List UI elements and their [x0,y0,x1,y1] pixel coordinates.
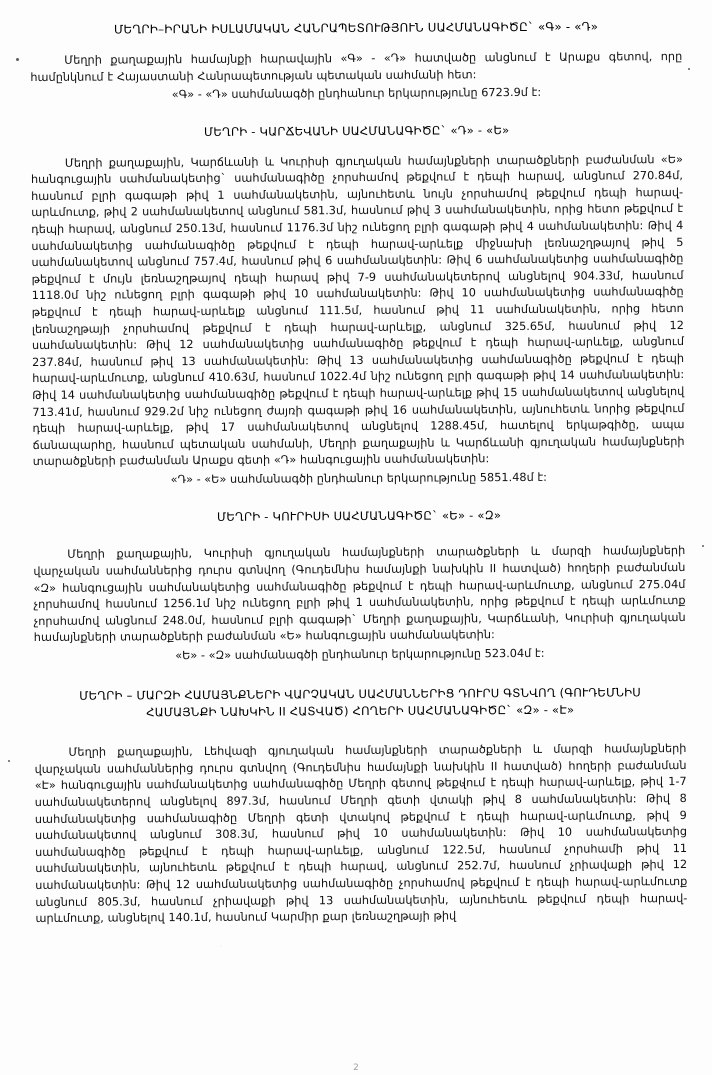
scan-speck [8,760,10,762]
section-4-title-line-1: ՄԵՂՐԻ – ՄԱՐԶԻ ՀԱՄԱՅՆՔՆԵՐԻ ՎԱՐՉԱԿԱՆ ՍԱՀՄԱՆՆԵՐԻՑ ԴՈՒՐՍ ԳՏՆՎՈՂ (ԳՈՒԴԵՄՆԻՍ [79,684,642,703]
scan-speck [16,58,19,61]
section-4-paragraph: Մեղրի քաղաքային, Լեհվազի գյուղական համայնքների տարածքների և մարզի համայնքների վարչական սահմաններից դուրս գտնվող (Գուդեմնիս համայնքի նախկին II հատված) հողերի բաժանման «Է» հանգուցային սահմանակետից սահմանագիծը Մեղրի գետով թեքվում է դեպի հարավ-արևելք, թիվ 1-7 սահմանակետերով անցնելով 897.3մ, հասնում Մեղրի գետի վտակի թիվ 8 սահմանակետին: Թիվ 8 սահմանակետից սահմանագիծը Մեղրի գետի վտակով թեքվում է դեպի հարավ-արևմուտք, թիվ 9 սահմանակետով անցնում 308.3մ, հասնում թիվ 10 սահմանակետին: Թիվ 10 սահմանակետից սահմանագիծը թեքվում է դեպի հարավ-արևելք, անցնում 122.5մ, հասնում չորսհամի թիվ 11 սահմանակետին, այնուհետև թեքվում է դեպի հարավ, անցնում 252.7մ, հասնում չրիավաքի թիվ 12 սահմանակետին: Թիվ 12 սահմանակետից սահմանագիծը չորսհամով թեքվում է դեպի հարավ-արևմուտք անցնում 805.3մ, հասնում չրիավաքի թիվ 13 սահմանակետին, այնուհետև թեքվում դեպի հարավ-արևմուտք, անցնելով 140.1մ, հասնում Կարմիր քար լեռնաշղթայի թիվ [34,742,688,926]
page-title: ՄԵՂՐԻ–ԻՐԱՆԻ ԻՍԼԱՄԱԿԱՆ ՀԱՆՐԱՊԵՏՈՒԹՅՈՒՆ ՍԱՀՄԱՆԱԳԻԾԸ` «Գ» - «Դ» [113,19,599,37]
section-2-paragraph: Մեղրի քաղաքային, Կարճևանի և Կուրիսի գյուղական համայնքների տարածքների բաժանման «Ե» հանգուցային սահմանակետից` սահմանագիծը չորսհամով թեքվում է դեպի հարավ, անցնում 270.84մ, հասնում բլրի գագաթի թիվ 1 սահմանակետին, այնուհետև նույն չորսհամով թեքվում դեպի հարավ-արևմուտք, թիվ 2 սահմանակետով անցնում 581.3մ, հասնում թիվ 3 սահմանակետին, որից հետո թեքվում է դեպի հարավ, անցնում 250.13մ, հասնում 1176.3մ նիշ ունեցող բլրի գագաթի թիվ 4 սահմանակետին: Թիվ 4 սահմանակետից սահմանագիծը թեքվում է դեպի հարավ-արևելք միջնախի լեռնաշղթայով թիվ 5 սահմանակետով անցնում 757.4մ, հասնում թիվ 6 սահմանակետին: Թիվ 6 սահմանակետից սահմանագիծը թեքվում է մույն լեռնաշղթայով դեպի հարավ թիվ 7-9 սահմանակետերով անցնելով 904.33մ, հասնում 1118.0մ նիշ ունեցող բլրի գագաթի թիվ 10 սահմանակետին: Թիվ 10 սահմանակետից սահմանագիծը թեքվում է դեպի հարավ-արևելք անցնում 111.5մ, հասնում թիվ 11 սահմանակետին, որից հետո լեռնաշղթայի չորսհամով թեքվում է դեպի հարավ-արևելք, անցնում 325.65մ, հասնում թիվ 12 սահմանակետին: Թիվ 12 սահմանակետից սահմանագիծը թեքվում է դեպի հարավ-արևելք, անցնում 237.84մ, հասնում թիվ 13 սահմանակետին: Թիվ 13 սահմանակետից սահմանագիծը թեքվում է դեպի հարավ-արևմուտք, անցնում 410.63մ, հասնում 1022.4մ նիշ ունեցող բլրի գագաթի թիվ 14 սահմանակետին: Թիվ 14 սահմանակետից սահմանագիծը թեքվում է դեպի հարավ-արևելք թիվ 15 սահմանակետով անցնելով 713.41մ, հասնում 929.2մ նիշ ունեցող ժայռի գագաթի թիվ 16 սահմանակետին, այնուհետև նորից թեքվում դեպի հարավ-արևելք, թիվ 17 սահմանակետով անցնելով 1288.45մ, հատելով երկաթգիծը, ապա ճանապարհը, հասնում պետական սահմանի, Մեղրի քաղաքային և Կարճևանի գյուղական համայնքների տարածքների բաժանման Արաքս գետի «Դ» հանգուցային սահմանակետին: [30,152,685,469]
section-2-title: ՄԵՂՐԻ - ԿԱՐՃԵՎԱՆԻ ՍԱՀՄԱՆԱԳԻԾԸ` «Դ» - «Ե» [203,122,510,139]
page-number: 2 [353,1063,359,1073]
scan-speck [688,68,690,70]
section-1-summary: «Գ» - «Դ» սահմանագծի ընդհանուր երկարությունը 6723.9մ է: [171,86,542,102]
scan-speck [702,545,704,547]
section-2-summary: «Դ» - «Ե» սահմանագծի ընդհանուր երկարությունը 5851.48մ է: [170,470,547,487]
document-body [30,18,688,928]
section-1-paragraph: Մեղրի քաղաքային համայնքի հարավային «Գ» - «Դ» հատվածը անցնում է Արաքս գետով, որը համընկնում է Հայաստանի Հանրապետության պետական սահմանի հետ: [30,50,683,84]
section-4-title-line-2: ՀԱՄԱՅՆՔԻ ՆԱԽԿԻՆ II ՀԱՏՎԱԾ) ՀՈՂԵՐԻ ՍԱՀՄԱՆԱԳԻԾԸ` «Զ» - «Է» [146,702,575,720]
section-3-title: ՄԵՂՐԻ - ԿՈՒՐԻՍԻ ՍԱՀՄԱՆԱԳԻԾԸ` «Ե» - «Զ» [216,507,502,524]
section-3-paragraph: Մեղրի քաղաքային, Կուրիսի գյուղական համայնքների տարածքների և մարզի համայնքների վարչական սահմաններից դուրս գտնվող (Գուդեմնիս համայնքի նախկին II հատված) հողերի բաժանման «Զ» հանգուցային սահմանակետից սահմանագիծը թեքվում է դեպի հարավ-արևմուտք, անցնում 275.04մ չորսհամով հասնում 1256.1մ նիշ ունեցող բլրի թիվ 1 սահմանակետին, որից թեքվում է դեպի արևմուտք չորսհամով անցնում 248.0մ, հասնում բլրի գագաթի` Մեղրի քաղաքային, Կարճևանի, Կուրիսի գյուղական համայնքների տարածքների բաժանման «Ե» հանգուցային սահմանակետին: [33,544,686,645]
section-3-summary: «Ե» - «Զ» սահմանագծի ընդհանուր երկարությունը 523.04մ է: [175,646,545,663]
section-4-title [34,683,686,722]
